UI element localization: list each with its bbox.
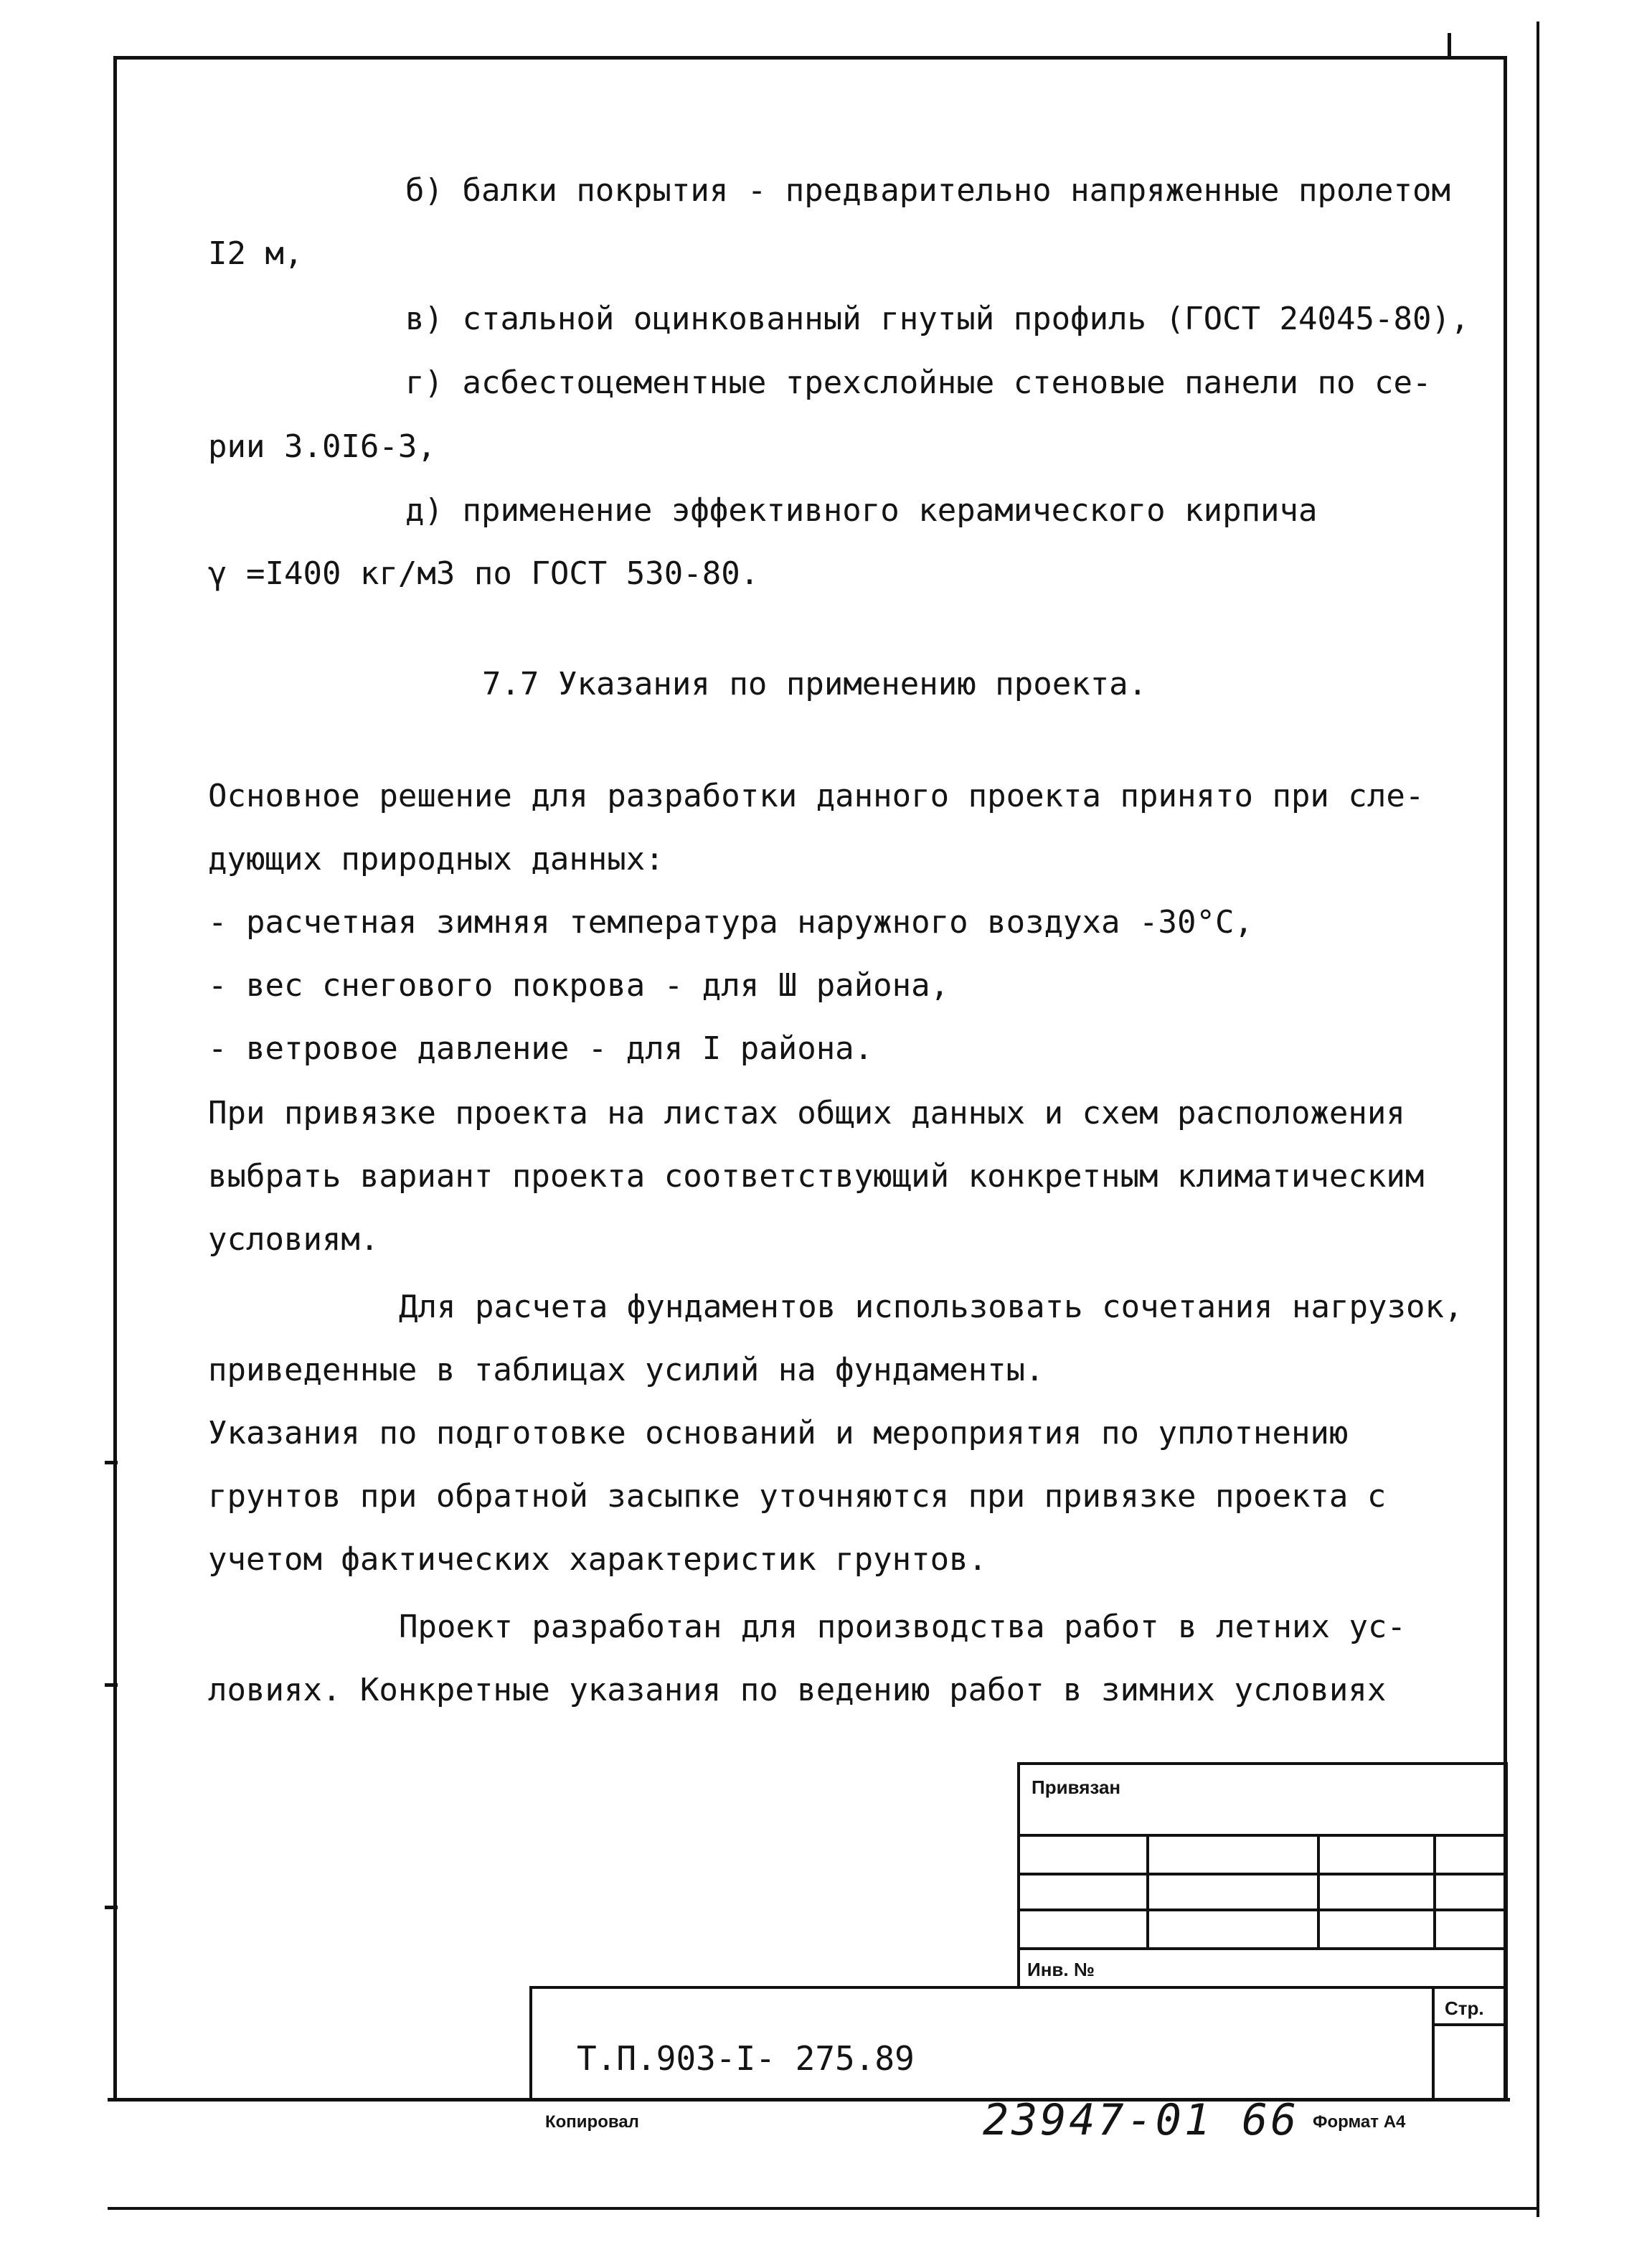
stamp-sheet-divider [1432, 1986, 1435, 2101]
paragraph-4-line3: учетом фактических характеристик грунтов. [208, 1541, 988, 1578]
stamp-grid-col-1 [1146, 1834, 1149, 1949]
paragraph-1-line1: Основное решение для разработки данного проекта принято при сле- [208, 778, 1425, 814]
bullet-wind: - ветровое давление - для I района. [208, 1030, 874, 1067]
stamp-sheet-label: Стр. [1445, 1997, 1484, 2019]
list-item-b-line2: I2 м, [208, 235, 303, 272]
bullet-snow: - вес снегового покрова - для Ш района, [208, 967, 950, 1004]
stamp-bound-label: Привязан [1032, 1776, 1121, 1798]
paragraph-2-line2: выбрать вариант проекта соответствующий конкретным климатическим [208, 1158, 1425, 1195]
footer-format-label: Формат А4 [1313, 2112, 1406, 2132]
footer-handwritten-number: 23947-01 66 [983, 2095, 1300, 2145]
section-heading: 7.7 Указания по применению проекта. [482, 666, 1148, 702]
footer-copied-label: Копировал [545, 2112, 639, 2132]
left-margin-tick-3 [105, 1906, 118, 1909]
page-bottom-cut-line [108, 2207, 1539, 2210]
left-margin-tick-2 [105, 1683, 118, 1687]
frame-left-border [113, 56, 117, 2101]
stamp-document-code: Т.П.903-I- 275.89 [577, 2039, 915, 2078]
paragraph-3-line1: Для расчета фундаментов использовать сочетания нагрузок, [399, 1289, 1463, 1325]
list-item-v: в) стальной оцинкованный гнутый профиль (ГОСТ 24045-80), [405, 301, 1470, 337]
bullet-temperature: - расчетная зимняя температура наружного воздуха -30°С, [208, 904, 1253, 941]
stamp-bound-box [1017, 1762, 1508, 1837]
paragraph-4-line1: Указания по подготовке оснований и мероприятия по уплотнению [208, 1415, 1349, 1451]
paragraph-5-line2: ловиях. Конкретные указания по ведению работ в зимних условиях [208, 1672, 1387, 1708]
paragraph-1-line2: дующих природных данных: [208, 841, 664, 877]
frame-outer-right-line [1537, 22, 1539, 2217]
list-item-g-line1: г) асбестоцементные трехслойные стеновые панели по се- [405, 364, 1432, 401]
paragraph-4-line2: грунтов при обратной засыпке уточняются при привязке проекта с [208, 1478, 1387, 1515]
paragraph-2-line3: условиям. [208, 1221, 379, 1258]
paragraph-3-line2: приведенные в таблицах усилий на фундаменты. [208, 1352, 1044, 1388]
left-margin-tick-1 [105, 1461, 118, 1464]
stamp-sheet-label-underline [1432, 2023, 1508, 2026]
stamp-grid-col-2 [1317, 1834, 1320, 1949]
list-item-d-line2: γ =I400 кг/м3 по ГОСТ 530-80. [208, 555, 760, 592]
frame-top-tick [1448, 33, 1451, 57]
frame-top-border [115, 56, 1506, 60]
list-item-b-line1: б) балки покрытия - предварительно напряженные пролетом [405, 172, 1450, 209]
paragraph-5-line1: Проект разработан для производства работ в летних ус- [399, 1609, 1406, 1645]
stamp-grid-col-3 [1433, 1834, 1436, 1949]
list-item-d-line1: д) применение эффективного керамического кирпича [405, 492, 1318, 529]
list-item-g-line2: рии 3.0I6-3, [208, 428, 436, 465]
paragraph-2-line1: При привязке проекта на листах общих данных и схем расположения [208, 1095, 1405, 1131]
stamp-inv-label: Инв. № [1027, 1959, 1095, 1980]
